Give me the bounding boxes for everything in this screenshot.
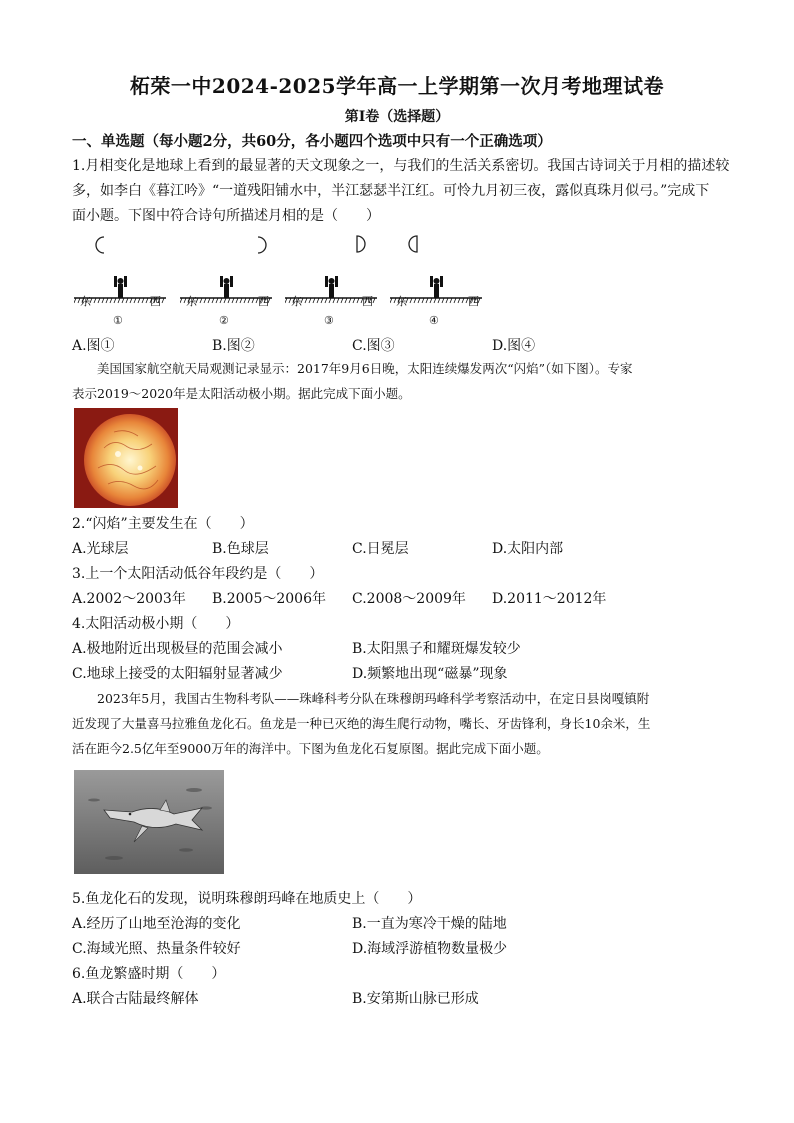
q5-stem: 5.鱼龙化石的发现，说明珠穆朗玛峰在地质史上（ ） [72,891,422,907]
solar-flare-image [74,408,178,508]
q3-option-a[interactable]: A.2002～2003年 [72,591,186,607]
part-title: 第Ⅰ卷（选择题） [344,109,450,125]
passage-ichthyosaur [72,686,722,761]
crescent-moon-icon-1 [90,234,112,256]
q4-option-c[interactable]: C.地球上接受的太阳辐射显著减少 [72,666,283,682]
q6-option-a[interactable]: A.联合古陆最终解体 [72,991,199,1007]
q6-option-b[interactable]: B.安第斯山脉已形成 [352,991,479,1007]
crescent-moon-icon-2 [250,234,272,256]
east-label-2: 东 [186,295,197,308]
q1-option-a[interactable]: A.图① [72,338,115,354]
figure-number-1: ① [113,314,123,327]
east-label-1: 东 [80,295,91,308]
figure-number-3: ③ [324,314,334,327]
passage2-line3: 活在距今2.5亿年至9000万年的海洋中。下图为鱼龙化石复原图。据此完成下面小题。 [72,741,549,756]
q5-option-b[interactable]: B.一直为寒冷干燥的陆地 [352,916,507,932]
q1-stem-line2: 多，如李白《暮江吟》“一道残阳铺水中，半江瑟瑟半江红。可怜九月初三夜，露似真珠月似弓。”完成下 [72,183,710,199]
east-label-3: 东 [291,295,302,308]
west-label-2: 西 [258,295,269,308]
exam-title: 柘荣一中2024-2025学年高一上学期第一次月考地理试卷 [129,74,665,98]
q1-stem-line1: 1.月相变化是地球上看到的最显著的天文现象之一，与我们的生活关系密切。我国古诗词关于月相的描述较 [72,158,730,174]
passage2-line2: 近发现了大量喜马拉雅鱼龙化石。鱼龙是一种已灭绝的海生爬行动物，嘴长、牙齿锋利，身长10余米，生 [72,716,651,731]
ichthyosaur-image [74,770,224,874]
q2-option-a[interactable]: A.光球层 [72,541,129,557]
q1-option-b[interactable]: B.图② [212,338,255,354]
q2-option-b[interactable]: B.色球层 [212,541,269,557]
figure-number-4: ④ [429,314,439,327]
figure-number-2: ② [219,314,229,327]
q3-option-c[interactable]: C.2008～2009年 [352,591,466,607]
q4-option-b[interactable]: B.太阳黑子和耀斑爆发较少 [352,641,521,657]
west-label-1: 西 [150,295,161,308]
q5-option-d[interactable]: D.海域浮游植物数量极少 [352,941,508,957]
half-moon-icon-3 [354,234,370,254]
q3-option-d[interactable]: D.2011～2012年 [492,591,607,607]
q6-stem: 6.鱼龙繁盛时期（ ） [72,966,226,982]
q5-option-a[interactable]: A.经历了山地至沧海的变化 [72,916,241,932]
west-label-3: 西 [362,295,373,308]
section-heading: 一、单选题（每小题2分，共60分，各小题四个选项中只有一个正确选项） [72,133,552,150]
q4-option-a[interactable]: A.极地附近出现极昼的范围会减小 [72,641,283,657]
q5-option-c[interactable]: C.海域光照、热量条件较好 [72,941,241,957]
passage1-line1: 美国国家航空航天局观测记录显示：2017年9月6日晚，太阳连续爆发两次“闪焰”（如下图）。专家 [97,361,633,376]
q4-option-d[interactable]: D.频繁地出现“磁暴”现象 [352,666,508,682]
q4-stem: 4.太阳活动极小期（ ） [72,616,240,632]
q1-stem-line3: 面小题。下图中符合诗句所描述月相的是（ ） [72,208,380,224]
q3-option-b[interactable]: B.2005～2006年 [212,591,326,607]
passage1-line2: 表示2019～2020年是太阳活动极小期。据此完成下面小题。 [72,386,411,401]
west-label-4: 西 [468,295,479,308]
q1-option-d[interactable]: D.图④ [492,338,536,354]
passage-solar-flare [72,356,722,406]
passage2-line1: 2023年5月，我国古生物科考队——珠峰科考分队在珠穆朗玛峰科学考察活动中，在定日县岗嘎镇附 [97,691,650,706]
q1-option-c[interactable]: C.图③ [352,338,395,354]
q2-stem: 2.“闪焰”主要发生在（ ） [72,516,254,532]
q2-option-d[interactable]: D.太阳内部 [492,541,564,557]
east-label-4: 东 [396,295,407,308]
q3-stem: 3.上一个太阳活动低谷年段约是（ ） [72,566,324,582]
half-moon-icon-4 [404,234,420,254]
q2-option-c[interactable]: C.日冕层 [352,541,409,557]
